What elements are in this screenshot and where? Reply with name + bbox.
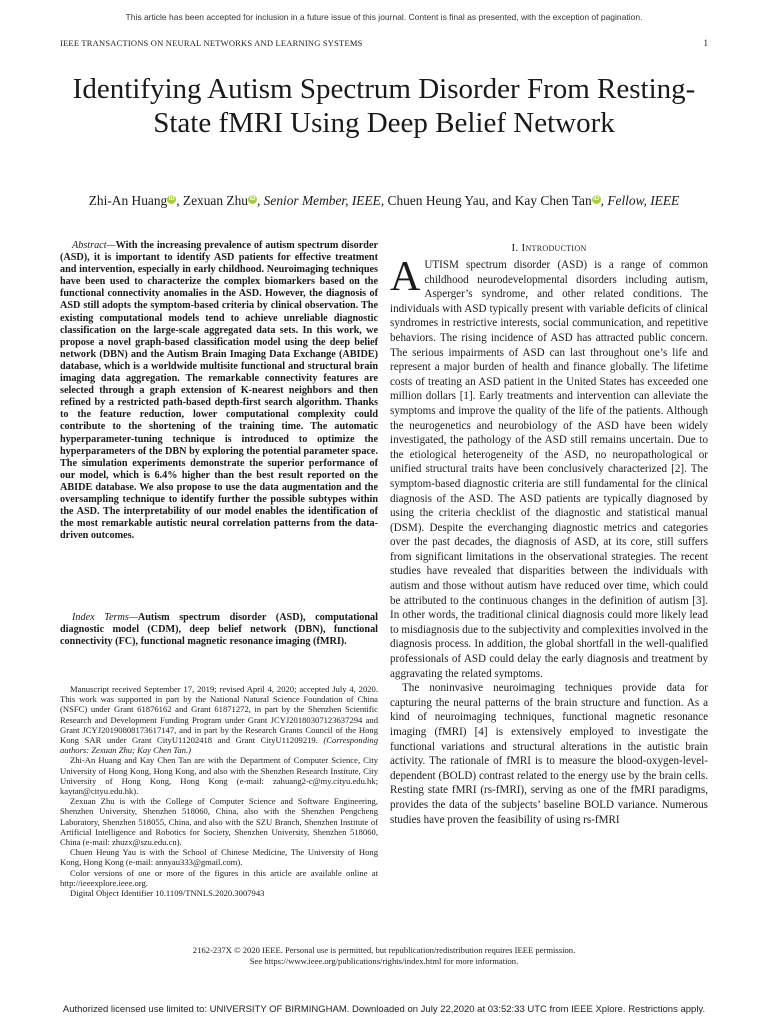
intro-paragraph <box>390 254 708 681</box>
footnote-manuscript-text: Manuscript received September 17, 2019; revised April 4, 2020; accepted July 4, 2020. This work was supported in part by the National Natural Science Foundation of China (NSFC) under Grant 61876162 and Grant 61871272, in part by the Shenzhen Scientific Research and Development Funding Program under Grant JCYJ20180307123637294 and Grant JCYJ20190808173617147, and in part by the Research Grants Council of the Hong Kong SAR under Grant CityU11202418 and Grant CityU11209219. <box>60 684 378 746</box>
copyright-line-1: 2162-237X © 2020 IEEE. Personal use is permitted, but republication/redistribution requires IEEE permission. <box>192 945 576 955</box>
acceptance-notice: This article has been accepted for inclusion in a future issue of this journal. Content is final as presented, with the exception of pagination. <box>125 12 643 22</box>
footnotes <box>60 684 378 898</box>
footnote-manuscript <box>60 684 378 755</box>
author-2: , Zexuan Zhu <box>176 193 248 208</box>
license-banner: Authorized licensed use limited to: UNIVERSITY OF BIRMINGHAM. Downloaded on July 22,2020 at 03:52:33 UTC from IEEE Xplore. Restrictions apply. <box>62 1004 706 1015</box>
footnote-affiliation-1: Zhi-An Huang and Kay Chen Tan are with the Department of Computer Science, City University of Hong Kong, Hong Kong, and also with the Shenzhen Research Institute, City University of Hong Kong, Hong Kong (e-mail: zahuang2-c@my.cityu.edu.hk; kaytan@cityu.edu.hk). <box>60 755 378 797</box>
footnote-doi: Digital Object Identifier 10.1109/TNNLS.2020.3007943 <box>70 888 265 899</box>
orcid-icon[interactable]: iD <box>249 195 256 202</box>
footnote-affiliation-2: Zexuan Zhu is with the College of Computer Science and Software Engineering, Shenzhen University, Shenzhen 518060, China, also with the Shenzhen Pengcheng Laboratory, Shenzhen 518055, China, and also with the SZU Branch, Shenzhen Institute of Artificial Intelligence and Robotics for Society, Shenzhen University, Shenzhen 518060, China (e-mail: zhuzx@szu.edu.cn). <box>60 796 378 848</box>
introduction-body <box>390 254 708 827</box>
paper-title: Identifying Autism Spectrum Disorder From Resting-State fMRI Using Deep Belief Network <box>72 73 696 139</box>
page-number: 1 <box>703 38 708 48</box>
copyright-line-2: See https://www.ieee.org/publications/rights/index.html for more information. <box>249 956 519 966</box>
index-terms <box>60 612 378 648</box>
author-line <box>40 193 728 209</box>
intro-paragraph-1-text: UTISM spectrum disorder (ASD) is a range of common childhood neurodevelopmental disorders including autism, Asperger’s syndrome, and other related conditions. The individuals with ASD typically present with variable deficits of clinical syndromes in restrictive interests, social communication, and repetitive behaviors. The rising incidence of ASD has attracted public concern. The serious impairments of ASD can last throughout one’s life and represent a major burden of health and finance globally. The lifetime costs of treating an ASD patient in the United States has exceeded one million dollars [1]. Early treatments and intervention can alleviate the symptoms and improve the quality of the life of the patients. Although the neurogenetics and neurobiology of the ASD have been widely investigated, the pathology of the ASD still remains uncertain. Due to the etiological heterogeneity of the ASD, no neuropathological or unified structural traits have been conclusively characterized [2]. The symptom-based diagnostic criteria are still fundamental for the clinical diagnosis of the ASD. The ASD patients are typically diagnosed by using the criteria checklist of the diagnostic and statistical manual (DSM). Despite the everchanging diagnostic metrics and categories over the past decades, the diagnosis of ASD, at its core, still suffers from significant limitations in the observational strategies. The recent studies have revealed that disparities between the individuals with autism and those without autism have reduced over time, which could be attributed to the continuous changes in the definition of autism [3]. In other words, the traditional clinical diagnosis could more likely lead to misdiagnosis due to the subjectivity and complexities involved in the diagnosis process. In addition, the global shortfall in the well-qualified professionals of ASD could delay the early diagnosis and treatment by aggravating the related symptoms. <box>390 259 708 680</box>
index-terms-text: Autism spectrum disorder (ASD), computational diagnostic model (CDM), deep belief network (DBN), functional connectivity (FC), functional magnetic resonance imaging (fMRI). <box>60 612 378 648</box>
author-1: Zhi-An Huang <box>88 193 168 208</box>
author-3-4: , Chuen Heung Yau, and Kay Chen Tan <box>380 193 592 208</box>
abstract-text: With the increasing prevalence of autism spectrum disorder (ASD), it is important to identify ASD patients for effective treatment and intervention, especially in early childhood. Neuroimaging techniques have been used to characterize the complex biomarkers based on the functional connectivity anomalies in the ASD. However, the diagnosis of ASD still adopts the symptom-based criteria by clinical observation. The existing computational models tend to achieve unreliable diagnostic classification on the large-scale aggregated data sets. In this work, we propose a novel graph-based classification model using the deep belief network (DBN) and the Autism Brain Imaging Data Exchange (ABIDE) database, which is a worldwide multisite functional and structural brain imaging data aggregation. The remarkable connectivity features are selected through a graph extension of K-nearest neighbors and then refined by a restricted path-based depth-first search algorithm. Thanks to the feature reduction, lower computational complexity could contribute to the shortening of the training time. The automatic hyperparameter-tuning technique is introduced to optimize the hyperparameters of the DBN by exploring the potential parameter space. The simulation experiments demonstrate the superior performance of our model, which is 6.4% higher than the best result reported on the ABIDE database. We also propose to use the data augmentation and the oversampling technique to identify further the possible subtypes within the ASD. The interpretability of our model enables the identification of the most remarkable autistic neural correlation patterns from the data-driven outcomes. <box>60 240 378 542</box>
footnote-color-versions: Color versions of one or more of the figures in this article are available online at http://ieeexplore.ieee.org. <box>60 867 378 888</box>
footnote-affiliation-3: Chuen Heung Yau is with the School of Chinese Medicine, The University of Hong Kong, Hong Kong (e-mail: annyau333@gmail.com). <box>60 847 378 868</box>
section-title: Introduction <box>521 242 587 254</box>
author-4-membership: , Fellow, IEEE <box>600 193 680 208</box>
author-2-membership: , Senior Member, IEEE <box>256 193 381 208</box>
orcid-icon[interactable]: iD <box>593 195 600 202</box>
section-number: I. <box>511 242 519 254</box>
section-heading <box>390 242 708 254</box>
abstract-label: Abstract— <box>72 240 116 251</box>
index-terms-label: Index Terms— <box>72 612 138 623</box>
orcid-icon[interactable]: iD <box>168 195 175 202</box>
copyright-notice <box>60 945 708 967</box>
intro-paragraph: The noninvasive neuroimaging techniques provide data for capturing the neural patterns of the brain structure and function. As a kind of neuroimaging techniques, functional magnetic resonance imaging (fMRI) [4] is extensively employed to investigate the functional variations and structural alterations in the autistic brain activity. The rationale of fMRI is to measure the blood-oxygen-level-dependent (BOLD) contrast related to the energy use by the brain cells. Resting state fMRI (rs-fMRI), serving as one of the fMRI paradigms, provides the data of the subjects’ baseline BOLD variance. Numerous studies have proven the feasibility of using rs-fMRI <box>390 682 708 826</box>
drop-cap: A <box>390 254 421 300</box>
abstract <box>60 240 378 542</box>
running-head: IEEE TRANSACTIONS ON NEURAL NETWORKS AND LEARNING SYSTEMS <box>60 38 363 48</box>
corresponding-authors: (Corresponding authors: Zexuan Zhu; Kay Chen Tan.) <box>60 735 378 756</box>
